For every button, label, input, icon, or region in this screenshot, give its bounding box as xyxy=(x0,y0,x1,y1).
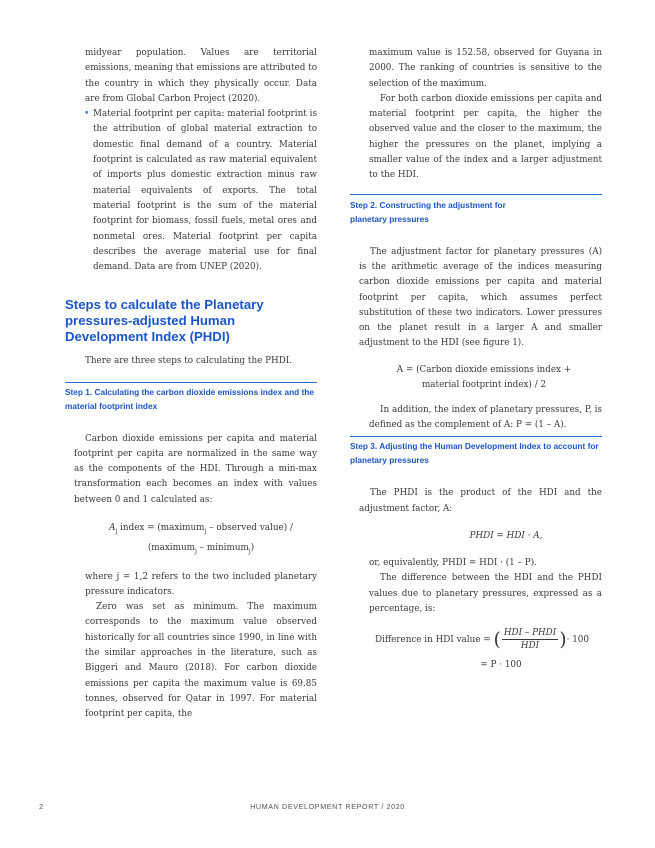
left-column xyxy=(65,46,317,722)
formula-difference-lhs: Difference in HDI value = xyxy=(374,635,494,646)
paragraph-planetary-pressures-index: In addition, the index of planetary pressures, P, is defined as the complement of A: P = (1 – A). xyxy=(369,404,602,431)
paragraph-zero-minimum: Zero was set as minimum. The maximum corresponds to the maximum value observed historically for all countries since 1990, in line with the similar approaches in the literature, such as Biggeri and Mauro (2018). For carbon dioxide emissions per capita the maximum value is 69.85 tonnes, observed for Qatar in 1997. For material footprint per capita, the xyxy=(85,602,317,720)
formula-sub-j-3: j xyxy=(194,547,197,555)
formula-sub-j: j xyxy=(115,527,118,535)
formula-sub-j-4: j xyxy=(248,547,251,555)
formula-close-paren: ) xyxy=(250,542,255,553)
step1-divider xyxy=(65,382,317,383)
step3-title: Step 3. Adjusting the Human Development Index to account for planetary pressures xyxy=(350,441,599,466)
step3-divider xyxy=(350,436,602,437)
paragraph-guyana-maximum: maximum value is 152.58, observed for Guyana in 2000. The ranking of countries is sensitive to the selection of the maximum. xyxy=(369,48,602,89)
indicator-bullet-list xyxy=(65,107,317,275)
paragraph-where-j: where j = 1,2 refers to the two included planetary pressure indicators. xyxy=(85,571,317,597)
bullet-material-footprint-text: Material footprint per capita: material footprint is the attribution of global material extraction to domestic final demand of a country. Material footprint is calculated as raw material equivalent of imports plus domestic extraction minus raw material equivalents of exports. The total material footprint is the sum of the material footprint for biomass, fossil fuels, metal ores and nonmetal ores. Material footprint per capita describes the average material use for final demand. Data are from UNEP (2020). xyxy=(93,109,317,273)
formula-phdi: PHDI = HDI · A, xyxy=(469,530,543,541)
formula-index-eq: index = (maximum xyxy=(117,523,205,534)
formula-maximum-2: (maximum xyxy=(147,542,195,553)
step2-paragraph: The adjustment factor for planetary pressures (A) is the arithmetic average of the indices measuring carbon dioxide emissions per capita and material footprint per capita, which assumes perfect substitution of these two indicators. Lower pressures on the planet result in a larger A and smaller adjustment to the HDI (see figure 1). xyxy=(359,246,602,349)
formula-sub-j-2: j xyxy=(204,527,207,535)
formula-a-line2: material footprint index) / 2 xyxy=(421,379,547,390)
formula-a-symbol: A xyxy=(109,523,116,534)
open-paren-icon: ( xyxy=(493,628,501,651)
formula-observed: – observed value) / xyxy=(206,523,293,534)
page-number: 2 xyxy=(39,802,44,811)
formula-difference-line2: = P · 100 xyxy=(480,660,522,671)
step2-divider xyxy=(350,194,602,195)
paragraph-difference: The difference between the HDI and the PHDI values due to planetary pressures, expressed as a percentage, is: xyxy=(369,573,602,614)
step1-title: Step 1. Calculating the carbon dioxide emissions index and the material footprint index xyxy=(65,386,314,411)
right-column xyxy=(350,46,602,673)
fraction-denominator: HDI xyxy=(520,641,540,652)
paragraph-higher-pressures: For both carbon dioxide emissions per capita and material footprint per capita, the higher the observed value and the closer to the maximum, the higher the pressures on the planet, implying a smaller value of the index and a larger adjustment to the HDI. xyxy=(369,93,602,181)
formula-difference xyxy=(350,627,602,673)
formula-fraction xyxy=(502,627,558,652)
formula-a-line1: A = (Carbon dioxide emissions index + xyxy=(396,364,572,375)
bullet-material-footprint xyxy=(65,107,317,275)
section-title-phdi-steps: Steps to calculate the Planetary pressures-adjusted Human Development Index (PHDI) xyxy=(65,297,264,344)
step2-title: Step 2. Constructing the adjustment for planetary pressures xyxy=(350,199,506,224)
step1-paragraph: Carbon dioxide emissions per capita and material footprint per capita are normalized in the same way as the components of the HDI. Through a min-max transformation each becomes an index with values between 0 and 1 calculated as: xyxy=(74,433,317,505)
formula-index xyxy=(65,520,317,560)
step3-paragraph: The PHDI is the product of the HDI and the adjustment factor, A: xyxy=(359,488,602,514)
intro-three-steps: There are three steps to calculating the PHDI. xyxy=(85,356,293,367)
formula-adjustment-factor xyxy=(350,363,602,393)
running-title: HUMAN DEVELOPMENT REPORT / 2020 xyxy=(250,802,405,811)
close-paren-icon: ) xyxy=(559,628,567,651)
formula-difference-tail: · 100 xyxy=(566,635,589,646)
paragraph-equivalently: or, equivalently, PHDI = HDI · (1 – P). xyxy=(369,557,537,568)
fraction-numerator: HDI – PHDI xyxy=(503,628,557,639)
bullet-dot-icon: • xyxy=(84,109,90,120)
formula-minus-minimum: – minimum xyxy=(196,542,249,553)
paragraph-midyear-population: midyear population. Values are territorial emissions, meaning that emissions are attributed to the country in which they physically occur. Data are from Global Carbon Project (2020). xyxy=(85,48,317,104)
